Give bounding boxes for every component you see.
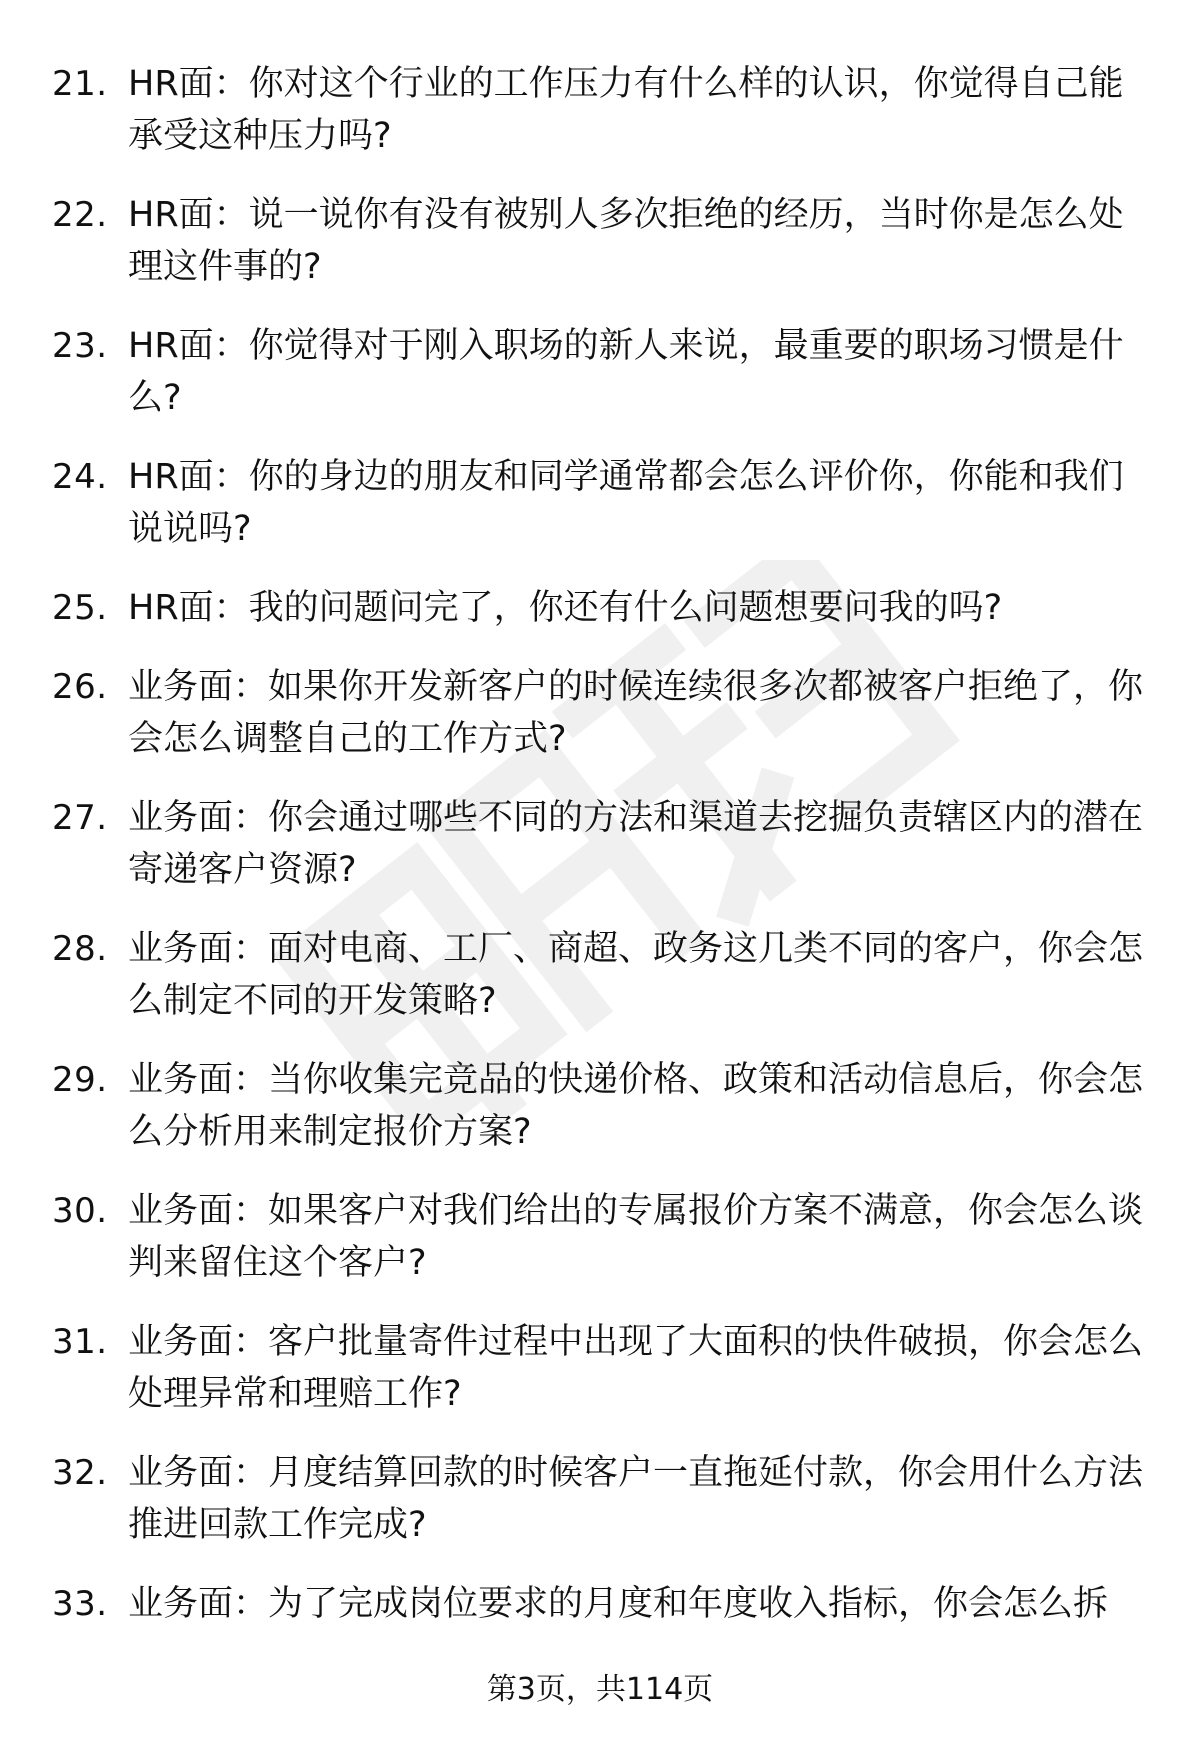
list-item [0,451,1200,582]
list-item [0,320,1200,451]
question-text: 业务面：当你收集完竞品的快递价格、政策和活动信息后，你会怎么分析用来制定报价方案? [128,1060,1144,1152]
list-item [0,1185,1200,1316]
question-text: 业务面：如果客户对我们给出的专属报价方案不满意，你会怎么谈判来留住这个客户? [128,1191,1144,1283]
list-item [0,58,1200,189]
list-item [0,1447,1200,1578]
question-text: 业务面：客户批量寄件过程中出现了大面积的快件破损，你会怎么处理异常和理赔工作? [128,1322,1144,1414]
question-number: 32. [52,1453,108,1493]
question-text: 业务面：你会通过哪些不同的方法和渠道去挖掘负责辖区内的潜在寄递客户资源? [128,798,1144,890]
question-number: 24. [52,457,108,497]
list-item [0,189,1200,320]
page-footer: 第3页，共114页 [486,1672,714,1707]
question-text: HR面：你对这个行业的工作压力有什么样的认识，你觉得自己能承受这种压力吗? [128,64,1124,156]
list-item [0,792,1200,923]
question-text: 业务面：月度结算回款的时候客户一直拖延付款，你会用什么方法推进回款工作完成? [128,1453,1144,1545]
question-number: 29. [52,1060,108,1100]
question-text: HR面：你的身边的朋友和同学通常都会怎么评价你，你能和我们说说吗? [128,457,1124,549]
question-text: HR面：说一说你有没有被别人多次拒绝的经历，当时你是怎么处理这件事的? [128,195,1124,287]
question-number: 21. [52,64,108,104]
list-item [0,923,1200,1054]
list-item [0,1054,1200,1185]
question-number: 26. [52,667,108,707]
question-text: 业务面：为了完成岗位要求的月度和年度收入指标，你会怎么拆 [128,1584,1109,1624]
question-text: HR面：你觉得对于刚入职场的新人来说，最重要的职场习惯是什么? [128,326,1124,418]
question-list [0,58,1200,1638]
question-number: 28. [52,929,108,969]
question-number: 22. [52,195,108,235]
question-text: HR面：我的问题问完了，你还有什么问题想要问我的吗? [128,588,1003,628]
question-text: 业务面：如果你开发新客户的时候连续很多次都被客户拒绝了，你会怎么调整自己的工作方式? [128,667,1144,759]
list-item [0,1578,1200,1638]
question-number: 30. [52,1191,108,1231]
question-text: 业务面：面对电商、工厂、商超、政务这几类不同的客户，你会怎么制定不同的开发策略? [128,929,1144,1021]
question-number: 27. [52,798,108,838]
list-item [0,1316,1200,1447]
question-number: 25. [52,588,108,628]
question-number: 31. [52,1322,108,1362]
list-item [0,661,1200,792]
question-number: 23. [52,326,108,366]
question-number: 33. [52,1584,108,1624]
list-item [0,582,1200,661]
